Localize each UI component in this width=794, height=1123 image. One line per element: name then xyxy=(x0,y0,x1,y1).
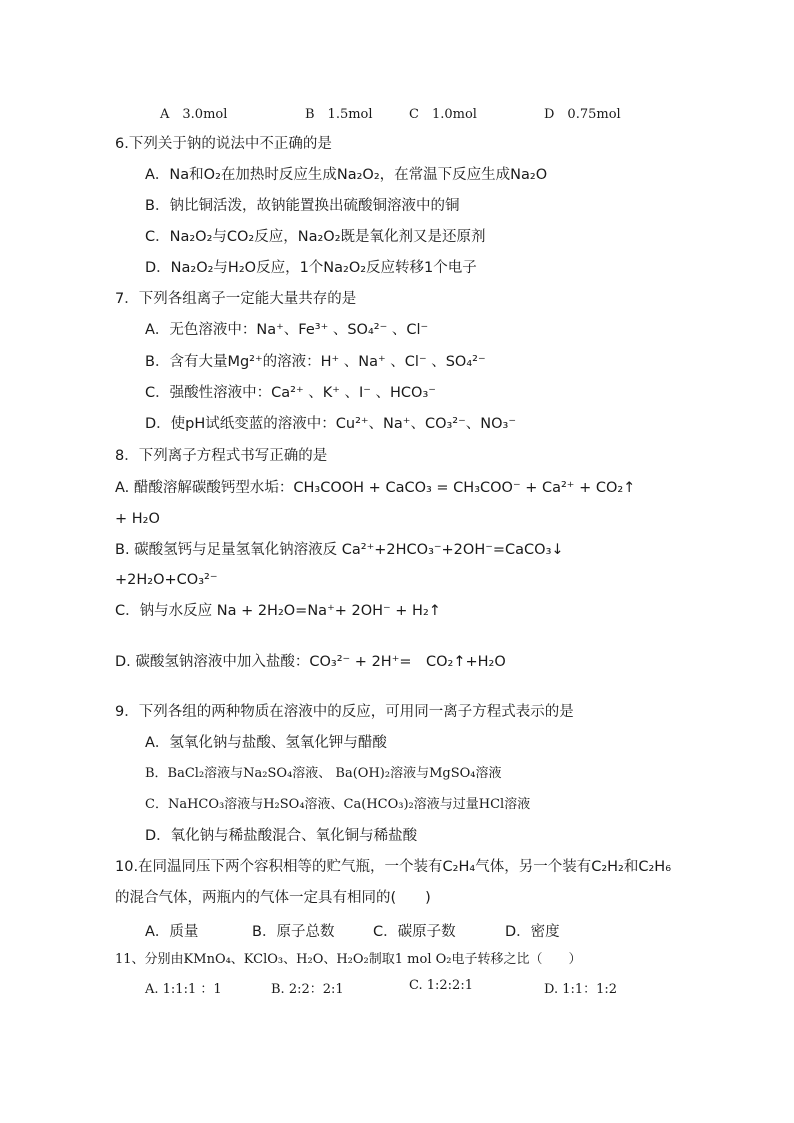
q9-option-c: C．NaHCO₃溶液与H₂SO₄溶液、Ca(HCO₃)₂溶液与过量HCl溶液 xyxy=(145,797,531,812)
q11-stem: 11、分别由KMnO₄、KClO₃、H₂O、H₂O₂制取1 mol O₂电子转移之比（ ） xyxy=(115,952,582,967)
q11-option-c: C. 1:2:2:1 xyxy=(409,978,473,993)
q5-option-c: C 1.0mol xyxy=(409,107,477,122)
q11-option-d: D. 1:1：1:2 xyxy=(544,982,618,997)
q5-option-d: D 0.75mol xyxy=(544,107,621,122)
q11-option-b: B. 2:2：2:1 xyxy=(271,982,344,997)
q10-option-b: B．原子总数 xyxy=(252,924,335,940)
q5-option-b: B 1.5mol xyxy=(305,107,373,122)
q6-option-d: D．Na₂O₂与H₂O反应，1个Na₂O₂反应转移1个电子 xyxy=(145,260,477,276)
q7-option-d: D．使pH试纸变蓝的溶液中：Cu²⁺、Na⁺、CO₃²⁻、NO₃⁻ xyxy=(145,416,516,432)
q8-option-b-line1: B. 碳酸氢钙与足量氢氧化钠溶液反 Ca²⁺+2HCO₃⁻+2OH⁻=CaCO₃↓ xyxy=(115,542,564,558)
q9-option-d: D．氧化钠与稀盐酸混合、氧化铜与稀盐酸 xyxy=(145,828,418,844)
q8-stem: 8．下列离子方程式书写正确的是 xyxy=(115,448,328,464)
q7-option-a: A．无色溶液中：Na⁺、Fe³⁺ 、SO₄²⁻ 、Cl⁻ xyxy=(145,322,429,338)
q9-option-b: B．BaCl₂溶液与Na₂SO₄溶液、 Ba(OH)₂溶液与MgSO₄溶液 xyxy=(145,766,502,781)
q6-option-a: A．Na和O₂在加热时反应生成Na₂O₂，在常温下反应生成Na₂O xyxy=(145,167,548,183)
q8-option-b-line2: +2H₂O+CO₃²⁻ xyxy=(115,572,218,588)
q9-option-a: A．氢氧化钠与盐酸、氢氧化钾与醋酸 xyxy=(145,735,387,751)
q10-option-c: C．碳原子数 xyxy=(373,924,456,940)
q10-option-d: D．密度 xyxy=(505,924,560,940)
q7-option-b: B．含有大量Mg²⁺的溶液：H⁺ 、Na⁺ 、Cl⁻ 、SO₄²⁻ xyxy=(145,354,486,370)
q10-stem-line1: 10.在同温同压下两个容积相等的贮气瓶，一个装有C₂H₄气体，另一个装有C₂H₂和C₂H₆ xyxy=(115,859,672,875)
q6-stem: 6.下列关于钠的说法中不正确的是 xyxy=(115,136,332,152)
q10-stem-line2: 的混合气体，两瓶内的气体一定具有相同的( ) xyxy=(115,890,431,906)
q10-option-a: A．质量 xyxy=(145,924,199,940)
q5-option-a: A 3.0mol xyxy=(160,107,228,122)
q7-option-c: C．强酸性溶液中：Ca²⁺ 、K⁺ 、I⁻ 、HCO₃⁻ xyxy=(145,385,436,401)
q8-option-c: C．钠与水反应 Na + 2H₂O=Na⁺+ 2OH⁻ + H₂↑ xyxy=(115,603,441,619)
q7-stem: 7．下列各组离子一定能大量共存的是 xyxy=(115,291,357,307)
q8-option-a-line1: A. 醋酸溶解碳酸钙型水垢：CH₃COOH + CaCO₃ = CH₃COO⁻ + Ca²⁺ + CO₂↑ xyxy=(115,480,636,496)
q8-option-d: D. 碳酸氢钠溶液中加入盐酸：CO₃²⁻ + 2H⁺= CO₂↑+H₂O xyxy=(115,654,506,670)
q8-option-a-line2: + H₂O xyxy=(115,511,160,527)
q6-option-c: C．Na₂O₂与CO₂反应，Na₂O₂既是氧化剂又是还原剂 xyxy=(145,229,486,245)
q6-option-b: B．钠比铜活泼，故钠能置换出硫酸铜溶液中的铜 xyxy=(145,198,460,214)
q11-option-a: A. 1:1:1 ：1 xyxy=(145,982,222,997)
q9-stem: 9．下列各组的两种物质在溶液中的反应，可用同一离子方程式表示的是 xyxy=(115,704,574,720)
